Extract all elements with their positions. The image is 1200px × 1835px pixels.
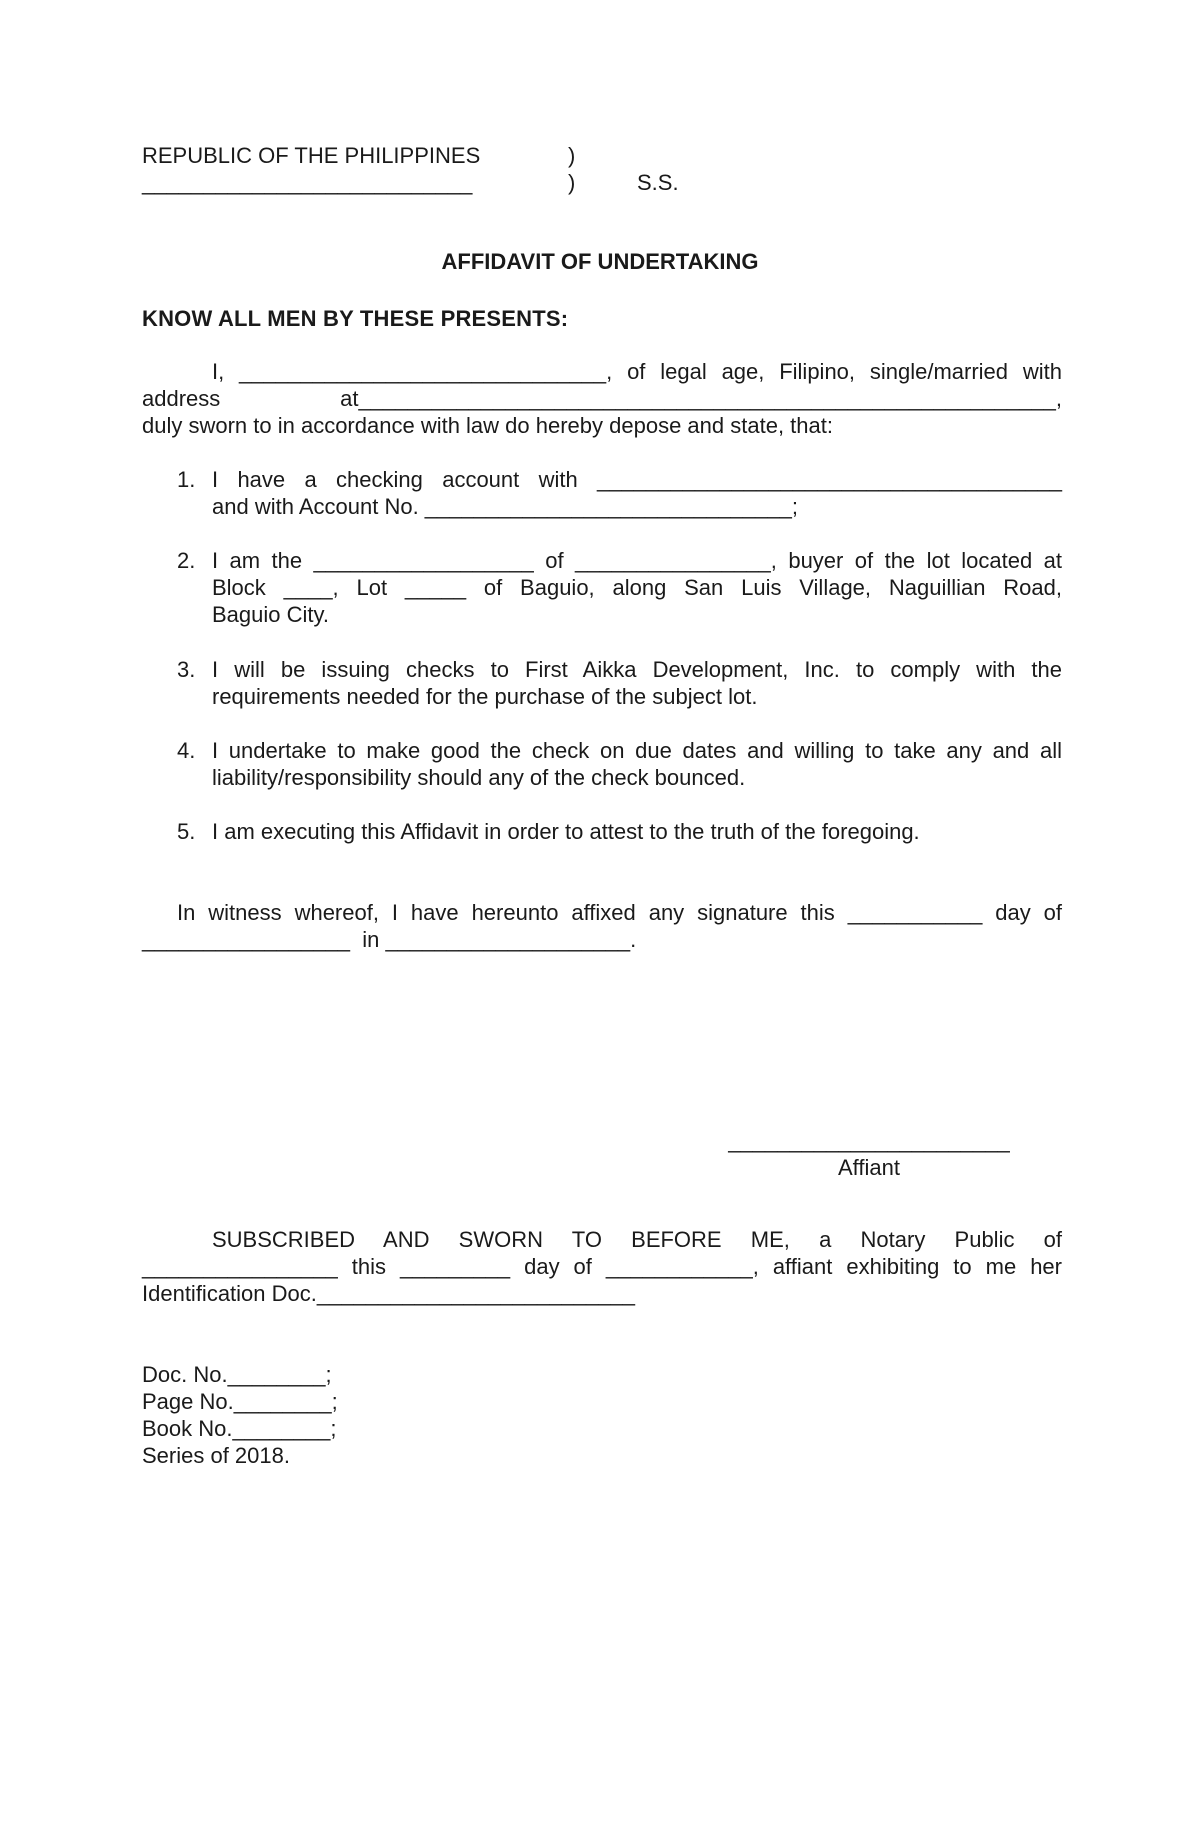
venue-republic: REPUBLIC OF THE PHILIPPINES — [142, 143, 481, 168]
list-item-line: Baguio City. — [212, 602, 329, 627]
subscribed-line-3: Identification Doc.__________________________ — [142, 1281, 635, 1306]
book-no: Book No.________; — [142, 1416, 337, 1441]
signature-line: _______________________ — [728, 1128, 1010, 1153]
intro-paragraph — [142, 358, 1062, 439]
affiant-label: Affiant — [838, 1155, 900, 1180]
affiant-signature-block — [718, 1127, 1020, 1181]
list-item-number: 3. — [177, 657, 196, 682]
list-item-line: I have a checking account with ______________________________________ — [212, 467, 1062, 492]
list-item-body — [212, 547, 1062, 628]
list-item-line: liability/responsibility should any of the check bounced. — [212, 765, 746, 790]
list-item-line: I am executing this Affidavit in order to attest to the truth of the foregoing. — [212, 819, 920, 844]
series: Series of 2018. — [142, 1443, 290, 1468]
list-item-number: 2. — [177, 548, 196, 573]
list-item-number: 1. — [177, 467, 196, 492]
intro-line-2 — [142, 385, 1062, 412]
list-item-body — [212, 466, 1062, 520]
list-item-line: I will be issuing checks to First Aikka Development, Inc. to comply with the — [212, 657, 1062, 682]
doc-no: Doc. No.________; — [142, 1362, 332, 1387]
venue-line-1 — [142, 142, 1062, 169]
subscribed-line-1: SUBSCRIBED AND SWORN TO BEFORE ME, a Notary Public of — [212, 1227, 1062, 1252]
subscribed-paragraph — [142, 1226, 1062, 1307]
list-item-line: requirements needed for the purchase of the subject lot. — [212, 684, 758, 709]
subscribed-line-2: ________________ this _________ day of ____________, affiant exhibiting to me her — [142, 1254, 1062, 1279]
list-item-number: 5. — [177, 819, 196, 844]
list-item-body — [212, 656, 1062, 710]
venue-ss: S.S. — [637, 170, 679, 195]
intro-address-blank: _________________________________________________________, — [358, 386, 1062, 411]
venue-paren-2: ) — [568, 170, 576, 195]
witness-line-2: _________________ in ____________________. — [142, 927, 637, 952]
list-item-body — [212, 818, 1062, 845]
list-item-line: and with Account No. ______________________________; — [212, 494, 798, 519]
list-item-line: I undertake to make good the check on due dates and willing to take any and all — [212, 738, 1062, 763]
notary-details — [142, 1361, 1062, 1469]
list-item-line: I am the __________________ of ________________, buyer of the lot located at — [212, 548, 1062, 573]
list-item-body — [212, 737, 1062, 791]
list-item-line: Block ____, Lot _____ of Baguio, along San Luis Village, Naguillian Road, — [212, 575, 1062, 600]
page-no: Page No.________; — [142, 1389, 338, 1414]
venue-blank: ___________________________ — [142, 170, 473, 195]
intro-address-label: address at — [142, 386, 359, 411]
intro-line-3: duly sworn to in accordance with law do hereby depose and state, that: — [142, 413, 833, 438]
venue-line-2 — [142, 169, 1062, 196]
witness-line-1: In witness whereof, I have hereunto affixed any signature this ___________ day of — [177, 900, 1062, 925]
document-title: AFFIDAVIT OF UNDERTAKING — [441, 249, 759, 274]
venue-paren-1: ) — [568, 143, 576, 168]
list-item-number: 4. — [177, 738, 196, 763]
intro-line-1: I, ______________________________, of legal age, Filipino, single/married with — [212, 359, 1062, 384]
know-all-heading: KNOW ALL MEN BY THESE PRESENTS: — [142, 306, 569, 331]
witness-paragraph — [142, 899, 1062, 953]
